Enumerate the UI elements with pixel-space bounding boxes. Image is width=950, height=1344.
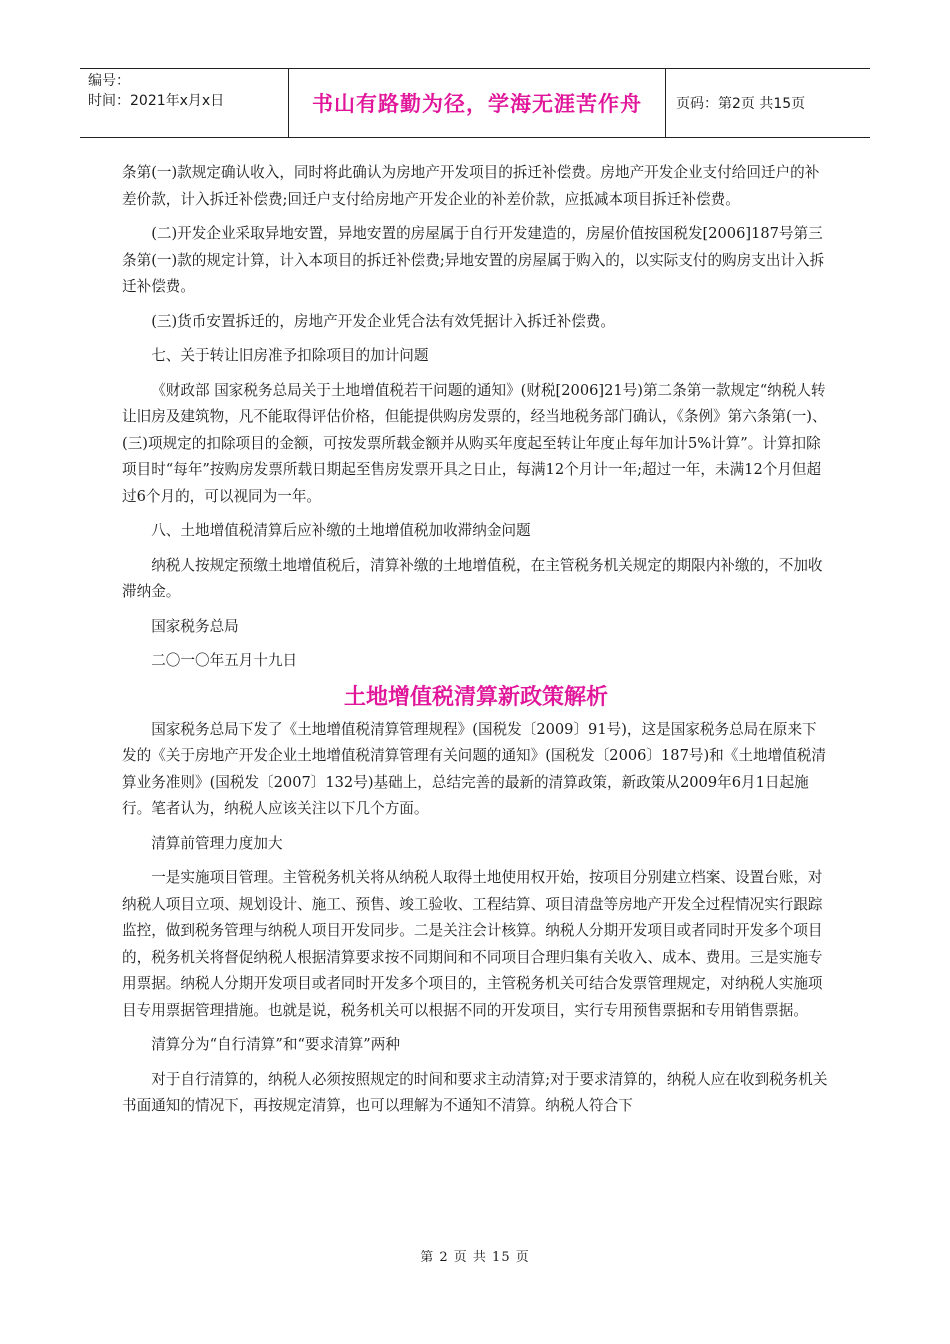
document-number-label: 编号： [88, 73, 130, 89]
section-heading: 清算分为“自行清算”和“要求清算”两种 [151, 1036, 400, 1053]
paragraph: (三)货币安置拆迁的，房地产开发企业凭合法有效凭据计入拆迁补偿费。 [151, 312, 615, 330]
paragraph: (二)开发企业采取异地安置，异地安置的房屋属于自行开发建造的，房屋价值按国税发[2006]187号第三条第(一)款的规定计算，计入本项目的拆迁补偿费;异地安置的房屋属于购入的，以实际支付的购房支出计入拆迁补偿费。 [122, 225, 825, 295]
signature-issuer: 国家税务总局 [151, 617, 239, 635]
header-page-number: 页码：第2页 共15页 [676, 96, 806, 112]
section-heading: 八、土地增值税清算后应补缴的土地增值税加收滞纳金问题 [151, 522, 531, 539]
header-info [80, 69, 289, 137]
article-title: 土地增值税清算新政策解析 [343, 684, 608, 710]
page-footer: 第 2 页 共 15 页 [420, 1250, 530, 1265]
paragraph: 条第(一)款规定确认收入，同时将此确认为房地产开发项目的拆迁补偿费。房地产开发企业支付给回迁户的补差价款，计入拆迁补偿费;回迁户支付给房地产开发企业的补差价款，应抵减本项目拆迁补偿费。 [122, 164, 820, 208]
document-time-label: 时间：2021年x月x日 [88, 93, 225, 109]
paragraph: 《财政部 国家税务总局关于土地增值税若干问题的通知》(财税[2006]21号)第二条第一款规定“纳税人转让旧房及建筑物，凡不能取得评估价格，但能提供购房发票的，经当地税务部门确认，《条例》第六条第(一)、(三)项规定的扣除项目的金额，可按发票所载金额并从购买年度起至转让年度止每年加计5%计算”。计算扣除项目时“每年”按购房发票所载日期起至售房发票开具之日止，每满12个月计一年;超过一年，未满12个月但超过6个月的，可以视同为一年。 [122, 381, 827, 505]
page-header [80, 68, 870, 138]
document-body [122, 160, 830, 1128]
paragraph: 纳税人按规定预缴土地增值税后，清算补缴的土地增值税，在主管税务机关规定的期限内补缴的，不加收滞纳金。 [122, 556, 823, 600]
header-motto: 书山有路勤为径，学海无涯苦作舟 [289, 69, 666, 137]
paragraph: 国家税务总局下发了《土地增值税清算管理规程》(国税发〔2009〕91号)，这是国家税务总局在原来下发的《关于房地产开发企业土地增值税清算管理有关问题的通知》(国税发〔2006〕187号)和《土地增值税清算业务准则》(国税发〔2007〕132号)基础上，总结完善的最新的清算政策，新政策从2009年6月1日起施行。笔者认为，纳税人应该关注以下几个方面。 [122, 720, 826, 817]
section-heading: 清算前管理力度加大 [151, 834, 283, 852]
paragraph: 一是实施项目管理。主管税务机关将从纳税人取得土地使用权开始，按项目分别建立档案、设置台账，对纳税人项目立项、规划设计、施工、预售、竣工验收、工程结算、项目清盘等房地产开发全过程情况实行跟踪监控，做到税务管理与纳税人项目开发同步。二是关注会计核算。纳税人分期开发项目或者同时开发多个项目的，税务机关将督促纳税人根据清算要求按不同期间和不同项目合理归集有关收入、成本、费用。三是实施专用票据。纳税人分期开发项目或者同时开发多个项目的，主管税务机关可结合发票管理规定，对纳税人实施项目专用票据管理措施。也就是说，税务机关可以根据不同的开发项目，实行专用预售票据和专用销售票据。 [122, 869, 823, 1019]
section-heading: 七、关于转让旧房准予扣除项目的加计问题 [151, 347, 429, 364]
paragraph: 对于自行清算的，纳税人必须按照规定的时间和要求主动清算;对于要求清算的，纳税人应在收到税务机关书面通知的情况下，再按规定清算，也可以理解为不通知不清算。纳税人符合下 [122, 1070, 828, 1114]
signature-date: 二〇一〇年五月十九日 [151, 652, 298, 669]
